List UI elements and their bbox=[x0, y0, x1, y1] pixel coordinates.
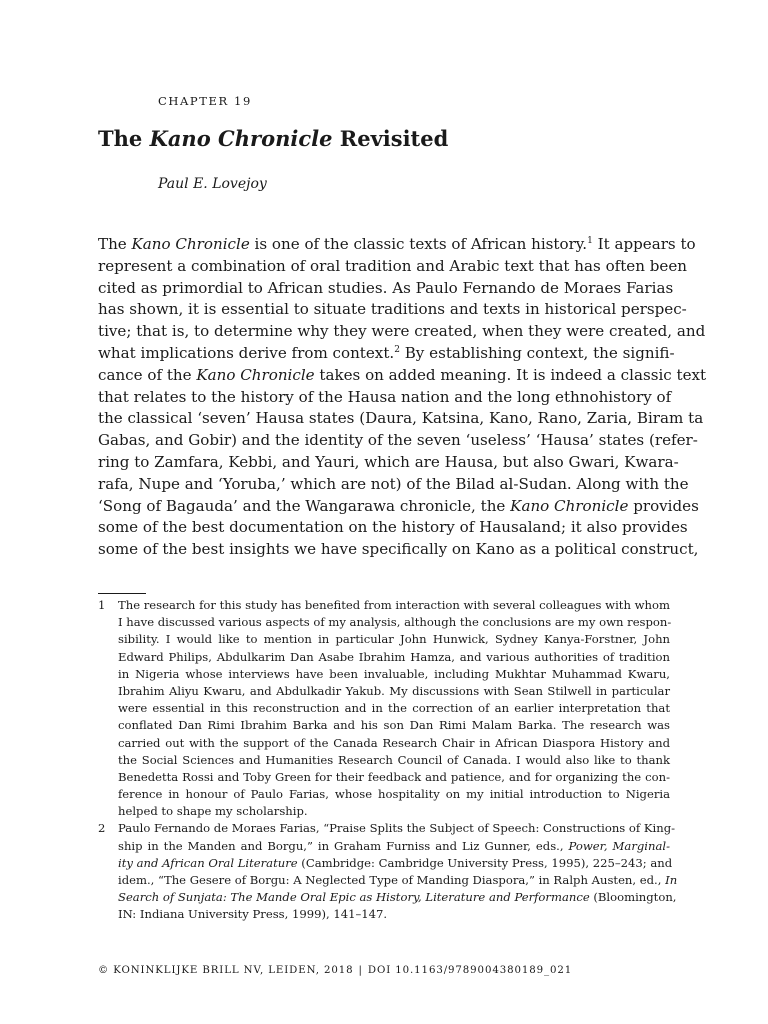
footnote-ref-2: 2 bbox=[394, 344, 400, 355]
footnote-line: Ibrahim Aliyu Kwaru, and Abdulkadir Yakub. My discussions with Sean Stilwell in particular bbox=[118, 683, 670, 698]
footnote-line bbox=[118, 838, 670, 855]
body-line: tive; that is, to determine why they were created, when they were created, and bbox=[98, 322, 706, 341]
footnote-line: Paulo Fernando de Moraes Farias, “Praise Splits the Subject of Speech: Constructions of King- bbox=[118, 821, 676, 836]
text-run: By establishing context, the signifi- bbox=[399, 343, 675, 362]
page-footer bbox=[98, 965, 572, 976]
body-line: Gabas, and Gobir) and the identity of the seven ‘useless’ ‘Hausa’ states (refer- bbox=[98, 431, 698, 450]
body-line: rafa, Nupe and ‘Yoruba,’ which are not) of the Bilad al-Sudan. Along with the bbox=[98, 474, 689, 493]
text-run: It appears to bbox=[592, 235, 696, 253]
footnote-line: conflated Dan Rimi Ibrahim Barka and his son Dan Rimi Malam Barka. The research was bbox=[118, 718, 670, 733]
footnote-line bbox=[118, 889, 677, 906]
footnote-line: the Social Sciences and Humanities Research Council of Canada. I would also like to thank bbox=[118, 752, 670, 767]
body-line bbox=[98, 234, 696, 256]
footnote-1 bbox=[98, 597, 670, 820]
text-run: ship in the Manden and Borgu,” in Graham Furniss and Liz Gunner, eds., bbox=[118, 838, 569, 853]
body-line: ring to Zamfara, Kebbi, and Yauri, which are Hausa, but also Gwari, Kwara- bbox=[98, 452, 679, 471]
text-run: (Bloomington, bbox=[589, 890, 677, 905]
text-run-italic: Kano Chronicle bbox=[131, 235, 250, 253]
footnote-line bbox=[118, 855, 673, 872]
text-run: is one of the classic texts of African history. bbox=[249, 235, 588, 253]
body-line: some of the best documentation on the history of Hausaland; it also provides bbox=[98, 518, 688, 537]
body-line: cited as primordial to African studies. As Paulo Fernando de Moraes Farias bbox=[98, 278, 674, 297]
footnote-line: carried out with the support of the Canada Research Chair in African Diaspora History and bbox=[118, 735, 670, 750]
body-line: some of the best insights we have specifically on Kano as a political construct, bbox=[98, 540, 699, 559]
footnote-line: were essential in this reconstruction and in the correction of an earlier interpretation that bbox=[118, 701, 670, 716]
text-run: cance of the bbox=[98, 365, 197, 384]
text-run-italic: Kano Chronicle bbox=[510, 496, 629, 515]
text-run: (Cambridge: Cambridge University Press, 1995), 225–243; and bbox=[297, 855, 673, 870]
text-run: ‘Song of Bagauda’ and the Wangarawa chronicle, the bbox=[98, 496, 511, 515]
title-suffix: Revisited bbox=[332, 126, 449, 151]
title-prefix: The bbox=[98, 126, 150, 151]
body-line bbox=[98, 365, 707, 387]
footnote-number: 1 bbox=[98, 598, 106, 612]
footnote-line: sibility. I would like to mention in particular John Hunwick, Sydney Kanya-Forstner, John bbox=[118, 632, 670, 647]
chapter-label: CHAPTER 19 bbox=[158, 94, 252, 108]
footnote-ref-1: 1 bbox=[587, 235, 593, 246]
body-paragraph bbox=[98, 234, 707, 561]
footnote-line: The research for this study has benefited from interaction with several colleagues with whom bbox=[118, 598, 670, 612]
text-run: idem., “The Gesere of Borgu: A Neglected Type of Manding Diaspora,” in Ralph Austen, ed., bbox=[118, 873, 666, 887]
footnote-line: helped to shape my scholarship. bbox=[118, 804, 308, 819]
body-line bbox=[98, 496, 699, 518]
author-name: Paul E. Lovejoy bbox=[158, 176, 267, 192]
text-run: what implications derive from context. bbox=[98, 343, 395, 362]
text-run-italic: ity and African Oral Literature bbox=[118, 855, 298, 870]
footnote-line: Benedetta Rossi and Toby Green for their feedback and patience, and for organizing the con- bbox=[118, 769, 670, 784]
text-run: takes on added meaning. It is indeed a classic text bbox=[314, 365, 707, 384]
body-line: the classical ‘seven’ Hausa states (Daura, Katsina, Kano, Rano, Zaria, Biram ta bbox=[98, 409, 704, 428]
footnote-line: I have discussed various aspects of my analysis, although the conclusions are my own respon- bbox=[118, 615, 672, 630]
footnotes bbox=[98, 597, 678, 924]
doi-link[interactable]: DOI 10.1163/9789004380189_021 bbox=[367, 965, 573, 976]
chapter-title bbox=[98, 126, 448, 151]
text-run-italic: In bbox=[665, 873, 678, 887]
body-line: represent a combination of oral tradition and Arabic text that has often been bbox=[98, 256, 688, 275]
footer-separator: | bbox=[358, 965, 363, 976]
copyright-notice: © KONINKLIJKE BRILL NV, LEIDEN, 2018 bbox=[98, 965, 354, 976]
body-line bbox=[98, 343, 675, 365]
footnote-line: IN: Indiana University Press, 1999), 141–147. bbox=[118, 907, 388, 922]
text-run-italic: Kano Chronicle bbox=[196, 365, 315, 384]
footnote-line: ference in honour of Paulo Farias, whose hospitality on my initial introduction to Nigeria bbox=[118, 787, 670, 802]
footnote-number: 2 bbox=[98, 821, 106, 836]
text-run-italic: Power, Marginal- bbox=[568, 838, 670, 853]
footnote-line: Edward Philips, Abdulkarim Dan Asabe Ibrahim Hamza, and various authorities of tradition bbox=[118, 649, 670, 664]
text-run: provides bbox=[628, 496, 699, 515]
title-italic: Kano Chronicle bbox=[149, 126, 333, 151]
text-run-italic: Search of Sunjata: The Mande Oral Epic as History, Literature and Performance bbox=[118, 890, 590, 905]
footnote-divider bbox=[98, 593, 146, 594]
body-line: has shown, it is essential to situate traditions and texts in historical perspec- bbox=[98, 300, 687, 319]
footnote-2 bbox=[98, 820, 678, 923]
footnote-line: in Nigeria whose interviews have been invaluable, including Mukhtar Muhammad Kwaru, bbox=[118, 666, 670, 681]
text-run: The bbox=[98, 235, 132, 253]
body-line: that relates to the history of the Hausa nation and the long ethnohistory of bbox=[98, 387, 672, 406]
footnote-line bbox=[118, 872, 678, 889]
